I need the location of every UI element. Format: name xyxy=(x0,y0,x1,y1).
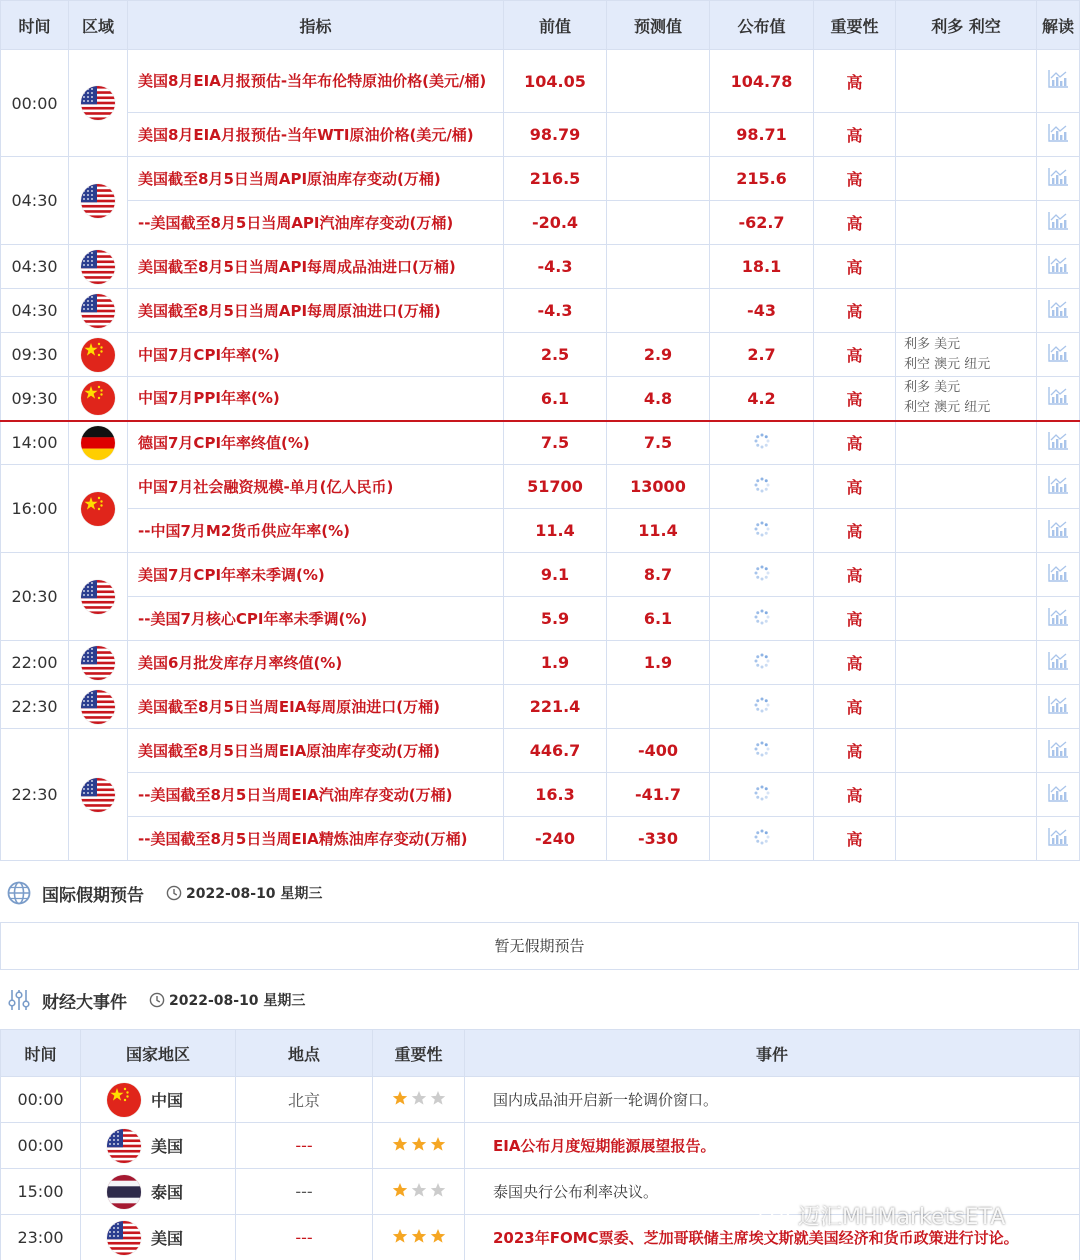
analysis-chart-icon[interactable] xyxy=(1047,783,1069,803)
analysis-cell[interactable] xyxy=(1037,465,1080,509)
calendar-row xyxy=(1,641,1080,685)
bull-bear-cell xyxy=(896,729,1037,773)
analysis-cell[interactable] xyxy=(1037,113,1080,157)
event-location: --- xyxy=(236,1215,373,1260)
star-filled-icon xyxy=(392,1090,408,1106)
us-flag-icon xyxy=(81,294,115,328)
col-header-importance: 重要性 xyxy=(814,1,896,50)
actual-value-text: 215.6 xyxy=(736,169,787,188)
actual-value-text: 18.1 xyxy=(741,257,782,276)
forecast-value: -330 xyxy=(607,817,710,861)
bull-bear-cell xyxy=(896,817,1037,861)
region-cell xyxy=(69,421,128,465)
analysis-cell[interactable] xyxy=(1037,157,1080,201)
event-location: 北京 xyxy=(236,1077,373,1123)
forecast-value: 2.9 xyxy=(607,333,710,377)
analysis-cell[interactable] xyxy=(1037,597,1080,641)
bull-bear-cell xyxy=(896,157,1037,201)
actual-value xyxy=(710,509,814,553)
forecast-value xyxy=(607,113,710,157)
forecast-value: 1.9 xyxy=(607,641,710,685)
bull-bear-cell xyxy=(896,377,1037,421)
bull-bear-cell xyxy=(896,553,1037,597)
country-cell xyxy=(81,1123,236,1169)
bull-bear-cell xyxy=(896,245,1037,289)
loading-spinner-icon xyxy=(753,476,771,494)
analysis-cell[interactable] xyxy=(1037,50,1080,113)
previous-value: 2.5 xyxy=(504,333,607,377)
importance-value: 高 xyxy=(814,553,896,597)
calendar-row xyxy=(1,201,1080,245)
analysis-chart-icon[interactable] xyxy=(1047,69,1069,89)
analysis-cell[interactable] xyxy=(1037,333,1080,377)
importance-value: 高 xyxy=(814,509,896,553)
analysis-cell[interactable] xyxy=(1037,245,1080,289)
indicator-name[interactable]: --美国截至8月5日当周EIA汽油库存变动(万桶) xyxy=(128,773,504,817)
star-empty-icon xyxy=(430,1182,446,1198)
bull-bear-cell xyxy=(896,50,1037,113)
actual-value xyxy=(710,113,814,157)
bull-bear-cell xyxy=(896,597,1037,641)
bull-bear-cell xyxy=(896,773,1037,817)
indicator-name[interactable]: 德国7月CPI年率终值(%) xyxy=(128,421,504,465)
us-flag-icon xyxy=(81,778,115,812)
country-name: 泰国 xyxy=(151,1183,184,1202)
us-flag-icon xyxy=(81,250,115,284)
col-header-analysis: 解读 xyxy=(1037,1,1080,50)
holiday-section-header xyxy=(0,878,322,908)
analysis-chart-icon[interactable] xyxy=(1047,651,1069,671)
analysis-chart-icon[interactable] xyxy=(1047,386,1069,406)
event-time: 15:00 xyxy=(1,1169,81,1215)
event-row xyxy=(1,1123,1080,1169)
previous-value: -240 xyxy=(504,817,607,861)
event-time: 23:00 xyxy=(1,1215,81,1260)
bear-text: 利空 澳元 纽元 xyxy=(904,356,991,372)
event-description: 泰国央行公布利率决议。 xyxy=(465,1169,1080,1215)
event-time: 09:30 xyxy=(1,377,69,421)
bull-bear-cell xyxy=(896,465,1037,509)
analysis-cell[interactable] xyxy=(1037,421,1080,465)
analysis-chart-icon[interactable] xyxy=(1047,123,1069,143)
watermark xyxy=(758,1200,1005,1230)
forecast-value xyxy=(607,245,710,289)
forecast-value: 6.1 xyxy=(607,597,710,641)
china-flag-icon xyxy=(81,338,115,372)
importance-value: 高 xyxy=(814,113,896,157)
loading-spinner-icon xyxy=(753,520,771,538)
event-time: 14:00 xyxy=(1,421,69,465)
ev-col-header-importance: 重要性 xyxy=(373,1030,465,1077)
clock-icon xyxy=(166,885,182,901)
indicator-name[interactable]: 美国6月批发库存月率终值(%) xyxy=(128,641,504,685)
bear-text: 利空 澳元 纽元 xyxy=(904,400,991,416)
actual-value xyxy=(710,201,814,245)
importance-value: 高 xyxy=(814,685,896,729)
us-flag-icon xyxy=(81,184,115,218)
actual-value-text: -62.7 xyxy=(738,213,785,232)
importance-value: 高 xyxy=(814,773,896,817)
importance-value: 高 xyxy=(814,50,896,113)
event-time: 04:30 xyxy=(1,157,69,245)
analysis-cell[interactable] xyxy=(1037,641,1080,685)
calendar-row xyxy=(1,50,1080,113)
region-cell xyxy=(69,157,128,245)
star-filled-icon xyxy=(411,1136,427,1152)
col-header-region: 区域 xyxy=(69,1,128,50)
indicator-name[interactable]: 美国截至8月5日当周API每周原油进口(万桶) xyxy=(128,289,504,333)
events-section-title: 财经大事件 xyxy=(42,992,127,1013)
china-flag-icon xyxy=(81,492,115,526)
star-empty-icon xyxy=(411,1182,427,1198)
star-filled-icon xyxy=(430,1136,446,1152)
importance-value: 高 xyxy=(814,597,896,641)
event-location: --- xyxy=(236,1123,373,1169)
previous-value: 446.7 xyxy=(504,729,607,773)
event-time: 16:00 xyxy=(1,465,69,553)
actual-value xyxy=(710,641,814,685)
actual-value xyxy=(710,377,814,421)
indicator-name[interactable]: 美国截至8月5日当周API原油库存变动(万桶) xyxy=(128,157,504,201)
importance-value: 高 xyxy=(814,377,896,421)
events-header-row xyxy=(1,1030,1080,1077)
indicator-name[interactable]: --中国7月M2货币供应年率(%) xyxy=(128,509,504,553)
previous-value: 6.1 xyxy=(504,377,607,421)
calendar-row xyxy=(1,817,1080,861)
calendar-row xyxy=(1,773,1080,817)
previous-value: 216.5 xyxy=(504,157,607,201)
loading-spinner-icon xyxy=(753,740,771,758)
loading-spinner-icon xyxy=(753,564,771,582)
importance-stars xyxy=(373,1077,465,1123)
forecast-value xyxy=(607,685,710,729)
ev-col-header-time: 时间 xyxy=(1,1030,81,1077)
calendar-row xyxy=(1,421,1080,465)
col-header-indicator: 指标 xyxy=(128,1,504,50)
col-header-time: 时间 xyxy=(1,1,69,50)
analysis-chart-icon[interactable] xyxy=(1047,563,1069,583)
event-time: 04:30 xyxy=(1,245,69,289)
actual-value xyxy=(710,421,814,465)
ev-col-header-event: 事件 xyxy=(465,1030,1080,1077)
region-cell xyxy=(69,50,128,157)
region-cell xyxy=(69,641,128,685)
country-cell xyxy=(81,1077,236,1123)
us-flag-icon xyxy=(81,580,115,614)
holiday-empty-message: 暂无假期预告 xyxy=(0,922,1079,970)
analysis-cell[interactable] xyxy=(1037,377,1080,421)
importance-value: 高 xyxy=(814,817,896,861)
analysis-cell[interactable] xyxy=(1037,289,1080,333)
country-name: 美国 xyxy=(151,1137,184,1156)
analysis-chart-icon[interactable] xyxy=(1047,475,1069,495)
analysis-chart-icon[interactable] xyxy=(1047,255,1069,275)
star-filled-icon xyxy=(430,1228,446,1244)
importance-stars xyxy=(373,1169,465,1215)
forecast-value: 13000 xyxy=(607,465,710,509)
region-cell xyxy=(69,289,128,333)
forecast-value xyxy=(607,201,710,245)
star-empty-icon xyxy=(411,1090,427,1106)
calendar-row xyxy=(1,465,1080,509)
event-row xyxy=(1,1077,1080,1123)
bull-bear-cell xyxy=(896,641,1037,685)
analysis-chart-icon[interactable] xyxy=(1047,519,1069,539)
previous-value: 104.05 xyxy=(504,50,607,113)
indicator-name[interactable]: 美国截至8月5日当周EIA每周原油进口(万桶) xyxy=(128,685,504,729)
event-time: 00:00 xyxy=(1,1123,81,1169)
analysis-chart-icon[interactable] xyxy=(1047,211,1069,231)
previous-value: 98.79 xyxy=(504,113,607,157)
previous-value: -4.3 xyxy=(504,245,607,289)
calendar-row xyxy=(1,333,1080,377)
actual-value xyxy=(710,773,814,817)
star-filled-icon xyxy=(392,1182,408,1198)
indicator-name[interactable]: 美国8月EIA月报预估-当年WTI原油价格(美元/桶) xyxy=(128,113,504,157)
sliders-icon xyxy=(6,987,32,1013)
previous-value: -20.4 xyxy=(504,201,607,245)
actual-value xyxy=(710,157,814,201)
actual-value-text: 2.7 xyxy=(747,345,776,364)
forecast-value: -41.7 xyxy=(607,773,710,817)
country-name: 中国 xyxy=(151,1091,184,1110)
bull-bear-cell xyxy=(896,333,1037,377)
indicator-name[interactable]: --美国截至8月5日当周EIA精炼油库存变动(万桶) xyxy=(128,817,504,861)
analysis-cell[interactable] xyxy=(1037,773,1080,817)
analysis-chart-icon[interactable] xyxy=(1047,607,1069,627)
forecast-value: 7.5 xyxy=(607,421,710,465)
star-empty-icon xyxy=(430,1090,446,1106)
calendar-row xyxy=(1,553,1080,597)
analysis-cell[interactable] xyxy=(1037,685,1080,729)
country-cell xyxy=(81,1215,236,1260)
holiday-section-date: 2022-08-10 星期三 xyxy=(186,886,323,902)
forecast-value: 8.7 xyxy=(607,553,710,597)
actual-value xyxy=(710,729,814,773)
analysis-chart-icon[interactable] xyxy=(1047,695,1069,715)
actual-value xyxy=(710,685,814,729)
calendar-row xyxy=(1,377,1080,421)
event-description: 2023年FOMC票委、芝加哥联储主席埃文斯就美国经济和货币政策进行讨论。 xyxy=(465,1215,1080,1260)
us-flag-icon xyxy=(107,1221,141,1255)
calendar-row xyxy=(1,597,1080,641)
indicator-name[interactable]: 美国截至8月5日当周EIA原油库存变动(万桶) xyxy=(128,729,504,773)
bull-text: 利多 美元 xyxy=(904,380,961,396)
indicator-name[interactable]: 美国8月EIA月报预估-当年布伦特原油价格(美元/桶) xyxy=(128,50,504,113)
bull-bear-cell xyxy=(896,113,1037,157)
importance-value: 高 xyxy=(814,289,896,333)
importance-value: 高 xyxy=(814,641,896,685)
importance-value: 高 xyxy=(814,245,896,289)
us-flag-icon xyxy=(81,690,115,724)
bull-text: 利多 美元 xyxy=(904,336,961,352)
event-time: 04:30 xyxy=(1,289,69,333)
bull-bear-cell xyxy=(896,509,1037,553)
importance-value: 高 xyxy=(814,201,896,245)
analysis-chart-icon[interactable] xyxy=(1047,739,1069,759)
col-header-forecast: 预测值 xyxy=(607,1,710,50)
star-filled-icon xyxy=(392,1228,408,1244)
calendar-row xyxy=(1,289,1080,333)
actual-value xyxy=(710,333,814,377)
event-time: 09:30 xyxy=(1,333,69,377)
clock-icon xyxy=(149,992,165,1008)
calendar-row xyxy=(1,729,1080,773)
actual-value-text: 104.78 xyxy=(730,71,793,91)
analysis-cell[interactable] xyxy=(1037,509,1080,553)
bull-bear-cell xyxy=(896,201,1037,245)
importance-value: 高 xyxy=(814,729,896,773)
forecast-value: 4.8 xyxy=(607,377,710,421)
event-time: 20:30 xyxy=(1,553,69,641)
forecast-value xyxy=(607,289,710,333)
country-cell xyxy=(81,1169,236,1215)
previous-value: 221.4 xyxy=(504,685,607,729)
ev-col-header-country: 国家地区 xyxy=(81,1030,236,1077)
loading-spinner-icon xyxy=(753,608,771,626)
watermark-text: 迈汇MHMarketsETA xyxy=(798,1204,1006,1230)
china-flag-icon xyxy=(81,381,115,415)
us-flag-icon xyxy=(107,1129,141,1163)
star-filled-icon xyxy=(392,1136,408,1152)
calendar-row xyxy=(1,245,1080,289)
col-header-bull-bear: 利多 利空 xyxy=(896,1,1037,50)
ev-col-header-location: 地点 xyxy=(236,1030,373,1077)
star-filled-icon xyxy=(411,1228,427,1244)
col-header-actual: 公布值 xyxy=(710,1,814,50)
actual-value xyxy=(710,50,814,113)
region-cell xyxy=(69,729,128,861)
region-cell xyxy=(69,245,128,289)
us-flag-icon xyxy=(81,86,115,120)
region-cell xyxy=(69,685,128,729)
actual-value xyxy=(710,245,814,289)
loading-spinner-icon xyxy=(753,784,771,802)
indicator-name[interactable]: --美国7月核心CPI年率未季调(%) xyxy=(128,597,504,641)
forecast-value xyxy=(607,157,710,201)
indicator-name[interactable]: 中国7月CPI年率(%) xyxy=(128,333,504,377)
previous-value: 51700 xyxy=(504,465,607,509)
thailand-flag-icon xyxy=(107,1175,141,1209)
previous-value: 16.3 xyxy=(504,773,607,817)
previous-value: 11.4 xyxy=(504,509,607,553)
event-description: 国内成品油开启新一轮调价窗口。 xyxy=(465,1077,1080,1123)
previous-value: 9.1 xyxy=(504,553,607,597)
event-time: 22:00 xyxy=(1,641,69,685)
event-time: 00:00 xyxy=(1,50,69,157)
actual-value xyxy=(710,817,814,861)
loading-spinner-icon xyxy=(753,696,771,714)
calendar-row xyxy=(1,113,1080,157)
analysis-cell[interactable] xyxy=(1037,201,1080,245)
indicator-name[interactable]: 中国7月社会融资规模-单月(亿人民币) xyxy=(128,465,504,509)
calendar-header-row xyxy=(1,1,1080,50)
analysis-chart-icon[interactable] xyxy=(1047,299,1069,319)
importance-value: 高 xyxy=(814,421,896,465)
bull-bear-cell xyxy=(896,685,1037,729)
calendar-row xyxy=(1,509,1080,553)
us-flag-icon xyxy=(81,646,115,680)
analysis-cell[interactable] xyxy=(1037,817,1080,861)
analysis-cell[interactable] xyxy=(1037,553,1080,597)
china-flag-icon xyxy=(107,1083,141,1117)
event-time: 22:30 xyxy=(1,685,69,729)
col-header-previous: 前值 xyxy=(504,1,607,50)
importance-value: 高 xyxy=(814,157,896,201)
indicator-name[interactable]: 中国7月PPI年率(%) xyxy=(128,377,504,421)
forecast-value xyxy=(607,50,710,113)
events-section-header xyxy=(0,985,305,1015)
region-cell xyxy=(69,465,128,553)
region-cell xyxy=(69,377,128,421)
importance-stars xyxy=(373,1215,465,1260)
actual-value xyxy=(710,553,814,597)
event-time: 00:00 xyxy=(1,1077,81,1123)
event-location: --- xyxy=(236,1169,373,1215)
calendar-row xyxy=(1,157,1080,201)
importance-value: 高 xyxy=(814,333,896,377)
previous-value: 1.9 xyxy=(504,641,607,685)
importance-stars xyxy=(373,1123,465,1169)
wechat-icon xyxy=(758,1201,792,1229)
analysis-chart-icon[interactable] xyxy=(1047,827,1069,847)
loading-spinner-icon xyxy=(753,828,771,846)
actual-value xyxy=(710,289,814,333)
region-cell xyxy=(69,553,128,641)
region-cell xyxy=(69,333,128,377)
analysis-cell[interactable] xyxy=(1037,729,1080,773)
event-description: EIA公布月度短期能源展望报告。 xyxy=(465,1123,1080,1169)
previous-value: 7.5 xyxy=(504,421,607,465)
forecast-value: -400 xyxy=(607,729,710,773)
country-name: 美国 xyxy=(151,1229,184,1248)
globe-icon xyxy=(6,880,32,906)
holiday-section-title: 国际假期预告 xyxy=(42,885,144,906)
bull-bear-cell xyxy=(896,421,1037,465)
germany-flag-icon xyxy=(81,426,115,460)
indicator-name[interactable]: 美国截至8月5日当周API每周成品油进口(万桶) xyxy=(128,245,504,289)
previous-value: 5.9 xyxy=(504,597,607,641)
calendar-row xyxy=(1,685,1080,729)
actual-value xyxy=(710,597,814,641)
analysis-chart-icon[interactable] xyxy=(1047,343,1069,363)
forecast-value: 11.4 xyxy=(607,509,710,553)
indicator-name[interactable]: 美国7月CPI年率未季调(%) xyxy=(128,553,504,597)
previous-value: -4.3 xyxy=(504,289,607,333)
actual-value-text: -43 xyxy=(747,301,776,320)
importance-value: 高 xyxy=(814,465,896,509)
events-section-date: 2022-08-10 星期三 xyxy=(169,993,306,1009)
event-time: 22:30 xyxy=(1,729,69,861)
actual-value-text: 4.2 xyxy=(747,388,776,408)
analysis-chart-icon[interactable] xyxy=(1047,167,1069,187)
indicator-name[interactable]: --美国截至8月5日当周API汽油库存变动(万桶) xyxy=(128,201,504,245)
loading-spinner-icon xyxy=(753,652,771,670)
loading-spinner-icon xyxy=(753,432,771,450)
actual-value-text: 98.71 xyxy=(736,125,787,144)
bull-bear-cell xyxy=(896,289,1037,333)
actual-value xyxy=(710,465,814,509)
analysis-chart-icon[interactable] xyxy=(1047,431,1069,451)
